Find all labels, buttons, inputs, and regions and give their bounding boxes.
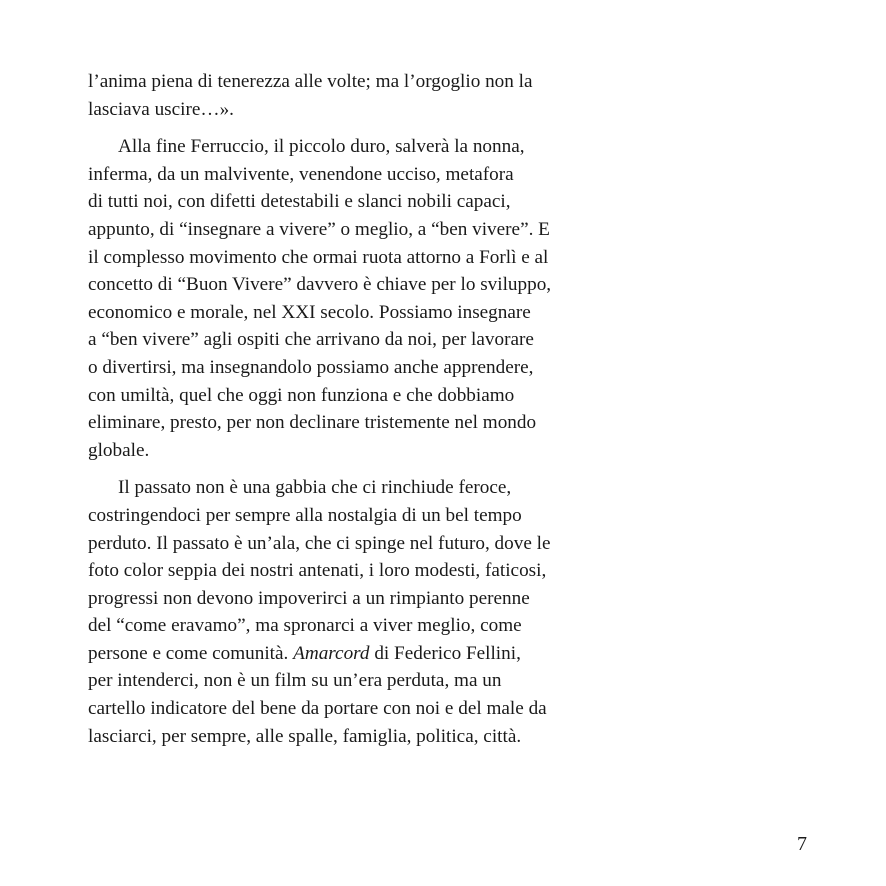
text-line: eliminare, presto, per non declinare tristemente nel mondo xyxy=(88,412,537,434)
text-line: di tutti noi, con difetti detestabili e slanci nobili capaci, xyxy=(88,191,511,213)
text-line: costringendoci per sempre alla nostalgia di un bel tempo xyxy=(88,504,522,526)
text-line: a “ben vivere” agli ospiti che arrivano da noi, per lavorare xyxy=(88,329,534,351)
text-line: concetto di “Buon Vivere” davvero è chiave per lo sviluppo, xyxy=(88,274,552,296)
text-line: del “come eravamo”, ma spronarci a viver meglio, come xyxy=(88,615,522,637)
text-line: perduto. Il passato è un’ala, che ci spinge nel futuro, dove le xyxy=(88,532,551,554)
page-number: 7 xyxy=(797,833,807,855)
text-line: lasciarci, per sempre, alle spalle, famiglia, politica, città. xyxy=(88,725,522,747)
text-line: Alla fine Ferruccio, il piccolo duro, salverà la nonna, xyxy=(118,136,525,158)
text-line: lasciava uscire…». xyxy=(88,98,234,120)
text-line: il complesso movimento che ormai ruota attorno a Forlì e al xyxy=(88,246,549,268)
text-line: Il passato non è una gabbia che ci rinchiude feroce, xyxy=(118,477,512,499)
text-line: appunto, di “insegnare a vivere” o meglio, a “ben vivere”. E xyxy=(88,218,550,240)
text-line: foto color seppia dei nostri antenati, i loro modesti, faticosi, xyxy=(88,560,547,582)
text-line: globale. xyxy=(88,439,150,461)
page-body xyxy=(88,68,658,760)
text-line-mixed xyxy=(88,640,658,668)
text-line: economico e morale, nel XXI secolo. Possiamo insegnare xyxy=(88,301,531,323)
film-title: Amarcord xyxy=(293,642,370,664)
text-line: con umiltà, quel che oggi non funziona e che dobbiamo xyxy=(88,384,515,406)
paragraph-1 xyxy=(88,68,658,123)
text-line: per intenderci, non è un film su un’era perduta, ma un xyxy=(88,670,502,692)
text-line: inferma, da un malvivente, venendone ucciso, metafora xyxy=(88,163,514,185)
text-segment: di Federico Fellini, xyxy=(369,642,521,664)
paragraph-2 xyxy=(88,133,658,464)
text-segment: persone e come comunità. xyxy=(88,642,294,664)
text-line: l’anima piena di tenerezza alle volte; ma l’orgoglio non la xyxy=(88,71,533,92)
text-line: progressi non devono impoverirci a un rimpianto perenne xyxy=(88,587,530,609)
text-line: o divertirsi, ma insegnandolo possiamo anche apprendere, xyxy=(88,356,534,378)
paragraph-3 xyxy=(88,474,658,750)
text-line: cartello indicatore del bene da portare con noi e del male da xyxy=(88,698,547,720)
